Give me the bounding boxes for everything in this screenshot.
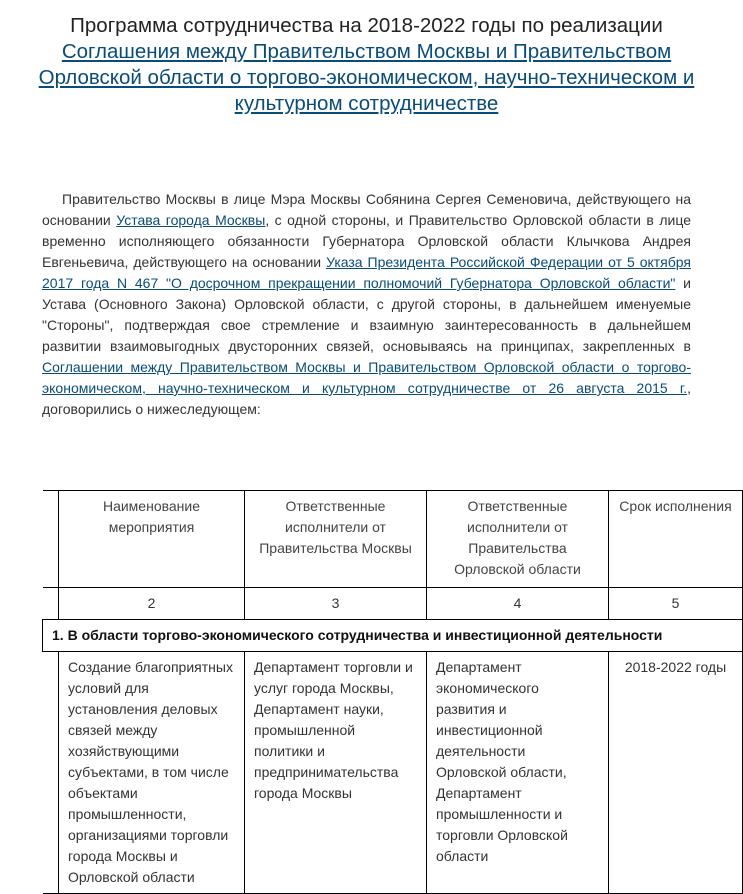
section-heading-row: [43, 620, 743, 652]
program-table-container: [42, 490, 732, 891]
moscow-charter-link[interactable]: Устава города Москвы: [116, 212, 266, 228]
row-number-cell: [43, 652, 59, 894]
column-number-row: [43, 588, 743, 620]
intro-text: , договорились о нижеследующем:: [42, 380, 691, 417]
activity-name-cell: Создание благоприятных условий для установления деловых связей между хозяйствующими субъектами, в том числе объектами промышленности, организациями торговли города Москвы и Орловской области: [59, 652, 245, 894]
intro-text: Правительство Москвы в лице Мэра Москвы Собянина Сергея Семеновича, действующего на основании: [42, 191, 691, 228]
column-number-cell: 4: [427, 588, 609, 620]
table-header-row: [43, 491, 743, 588]
column-number-cell: 2: [59, 588, 245, 620]
title-line: Программа сотрудничества на 2018-2022 годы по реализации: [70, 14, 663, 37]
header-cell-moscow-executors: Ответственные исполнители от Правительства Москвы: [245, 491, 427, 588]
column-number-cell: 3: [245, 588, 427, 620]
moscow-executors-cell: Департамент торговли и услуг города Москвы, Департамент науки, промышленной политики и предпринимательства города Москвы: [245, 652, 427, 894]
header-cell-number: [43, 491, 59, 588]
deadline-cell: 2018-2022 годы: [609, 652, 743, 894]
section-heading: 1. В области торгово-экономического сотрудничества и инвестиционной деятельности: [43, 620, 743, 652]
oryol-executors-cell: Департамент экономического развития и инвестиционной деятельности Орловской области, Департамент промышленности и торговли Орловской области: [427, 652, 609, 894]
agreement-title-link[interactable]: Соглашения между Правительством Москвы и Правительством Орловской области о торгово-экономическом, научно-техническом и культурном сотрудничестве: [38, 40, 695, 115]
presidential-decree-link[interactable]: Указа Президента Российской Федерации от 5 октября 2017 года N 467 "О досрочном прекращении полномочий Губернатора Орловской области": [42, 254, 691, 291]
intro-text: и Устава (Основного Закона) Орловской области, с другой стороны, в дальнейшем именуемые "Стороны", подтверждая свое стремление и взаимную заинтересованность в дальнейшем развитии взаимовыгодных двусторонних связей, основываясь на принципах, закрепленных в: [42, 275, 691, 354]
column-number-cell: [43, 588, 59, 620]
header-cell-name: Наименование мероприятия: [59, 491, 245, 588]
intro-text: , с одной стороны, и Правительство Орловской области в лице временно исполняющего обязанности Губернатора Орловской области Клычкова Андрея Евгеньевича, действующего на основании: [42, 212, 691, 270]
column-number-cell: 5: [609, 588, 743, 620]
agreement-link[interactable]: Соглашении между Правительством Москвы и Правительством Орловской области о торгово-экономическом, научно-техническом и культурном сотрудничестве от 26 августа 2015 г.: [42, 359, 691, 396]
intro-paragraph: [42, 189, 691, 420]
header-cell-deadline: Срок исполнения: [609, 491, 743, 588]
program-table: [42, 490, 743, 894]
table-row: [43, 652, 743, 894]
header-cell-oryol-executors: Ответственные исполнители от Правительства Орловской области: [427, 491, 609, 588]
document-title: [30, 13, 703, 117]
